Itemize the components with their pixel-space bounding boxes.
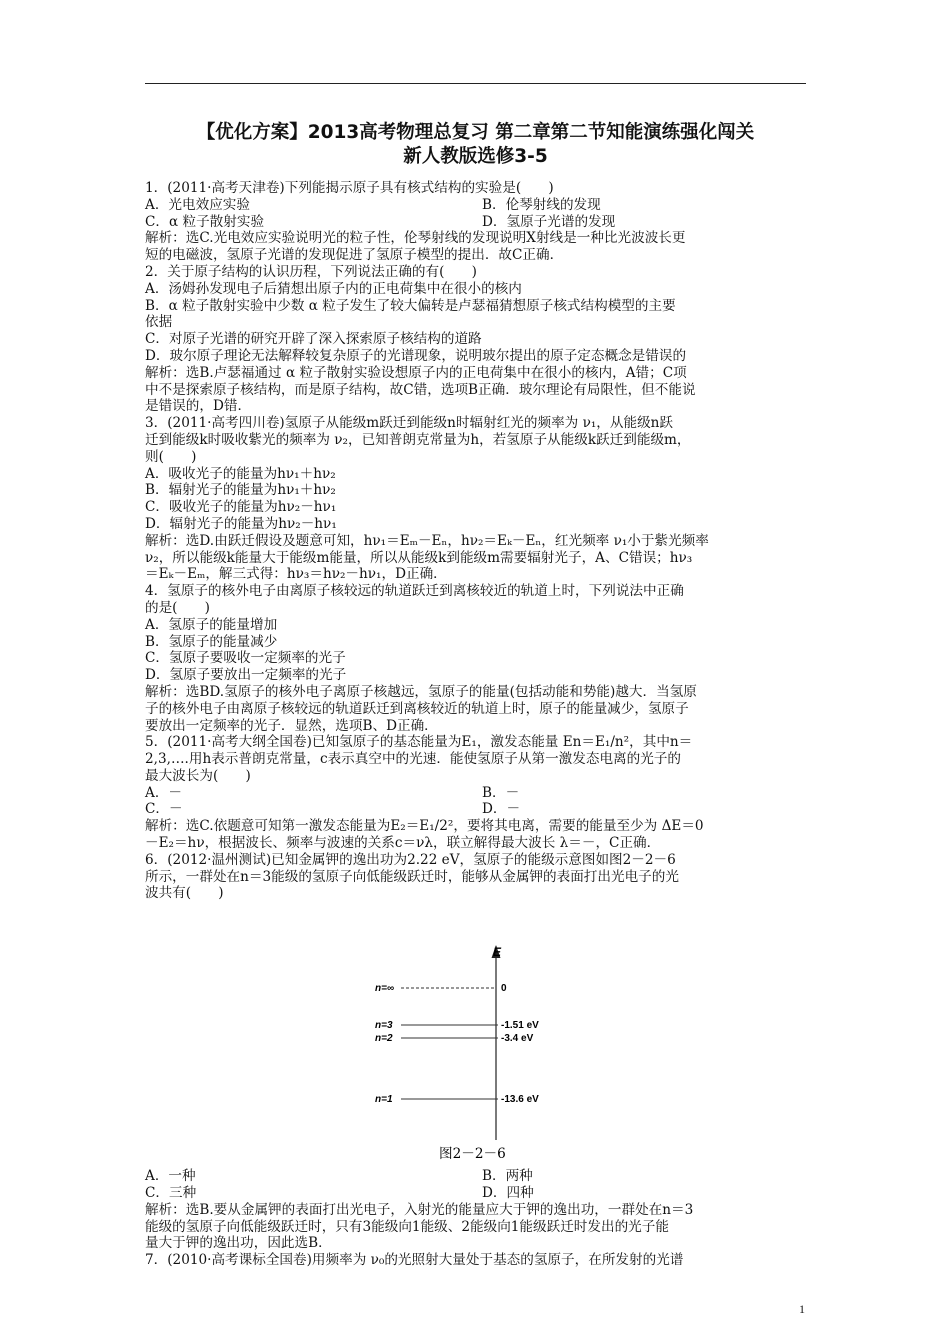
level-energy-label: 0 (501, 983, 507, 995)
q1-options-ab (145, 197, 807, 214)
q5-option-c: C．－ (145, 801, 183, 818)
q4-option-b: B．氢原子的能量减少 (145, 633, 278, 650)
q3-stem: 3．(2011·高考四川卷)氢原子从能级m跃迁到能级n时辐射红光的频率为 ν₁，从能级n跃 (145, 415, 674, 432)
q1-option-c: C．α 粒子散射实验 (145, 213, 265, 230)
q6-option-b: B．两种 (482, 1168, 533, 1185)
q4-answer-line: 解析：选BD.氢原子的核外电子离原子核越远，氢原子的能量(包括动能和势能)越大．当氢原 (145, 683, 697, 700)
q3-option-b: B．辐射光子的能量为hν₁＋hν₂ (145, 482, 336, 499)
level-energy-label: -3.4 eV (501, 1033, 534, 1045)
q2-option-d: D．玻尔原子理论无法解释较复杂原子的光谱现象，说明玻尔提出的原子定态概念是错误的 (145, 347, 687, 364)
q5-stem: 最大波长为( ) (145, 767, 251, 784)
q1-option-b: B．伦琴射线的发现 (482, 196, 601, 213)
q6-option-c: C．三种 (145, 1185, 197, 1202)
q2-option-a: A．汤姆孙发现电子后猜想出原子内的正电荷集中在很小的核内 (145, 280, 522, 297)
q2-option-b: B．α 粒子散射实验中少数 α 粒子发生了较大偏转是卢瑟福猜想原子核式结构模型的主要 (145, 297, 676, 314)
document-body (145, 180, 807, 1269)
q2-answer-line: 是错误的，D错． (145, 398, 252, 415)
q6-answer-line: 量大于钾的逸出功，因此选B． (145, 1235, 332, 1252)
q4-option-c: C．氢原子要吸收一定频率的光子 (145, 650, 346, 667)
axis-label: E (493, 945, 502, 960)
q6-option-d: D．四种 (482, 1185, 534, 1202)
level-n-label: n=2 (375, 1033, 393, 1045)
q1-answer-line: 短的电磁波，氢原子光谱的发现促进了氢原子模型的提出．故C正确． (145, 247, 564, 264)
q1-option-d: D．氢原子光谱的发现 (482, 213, 616, 230)
q2-answer-line: 中不是探索原子核结构，而是原子结构，故C错，选项B正确．玻尔理论有局限性，但不能说 (145, 381, 696, 398)
figure-caption: 图2－2－6 (439, 1146, 506, 1163)
q1-options-cd (145, 214, 807, 231)
level-n-label: n=∞ (375, 983, 395, 995)
q6-stem: 所示，一群处在n＝3能级的氢原子向低能级跃迁时，能够从金属钾的表面打出光电子的光 (145, 868, 679, 885)
title-line-2: 新人教版选修3-5 (403, 146, 548, 167)
q3-answer-line: ＝Eₖ－Eₘ，解三式得：hν₃＝hν₂－hν₁，D正确． (145, 566, 447, 583)
q5-answer-line: －E₂＝hν，根据波长、频率与波速的关系c＝νλ，联立解得最大波长 λ＝－，C正确． (145, 835, 661, 852)
q5-option-b: B．－ (482, 784, 520, 801)
level-n-label: n=3 (375, 1020, 393, 1032)
q5-answer-line: 解析：选C.依题意可知第一激发态能量为E₂＝E₁/2²，要将其电离，需要的能量至少为 ΔE＝0 (145, 818, 704, 835)
title-line-1: 【优化方案】2013高考物理总复习 第二章第二节知能演练强化闯关 (196, 122, 755, 143)
q1-stem: 1．(2011·高考天津卷)下列能揭示原子具有核式结构的实验是( ) (145, 180, 554, 196)
q5-option-a: A．－ (145, 784, 183, 801)
q2-stem: 2．关于原子结构的认识历程，下列说法正确的有( ) (145, 263, 477, 280)
q6-stem: 6．(2012·温州测试)已知金属钾的逸出功为2.22 eV，氢原子的能级示意图如图2－2－6 (145, 851, 676, 868)
q1-option-a: A．光电效应实验 (145, 196, 250, 213)
q6-options-cd (145, 1185, 807, 1202)
q2-answer-line: 解析：选B.卢瑟福通过 α 粒子散射实验设想原子内的正电荷集中在很小的核内，A错；C项 (145, 364, 687, 381)
q5-options-ab (145, 785, 807, 802)
q4-stem: 的是( ) (145, 599, 210, 616)
page-number: 1 (799, 1302, 805, 1316)
q5-stem: 2,3,….用h表示普朗克常量，c表示真空中的光速．能使氢原子从第一激发态电离的光子的 (145, 751, 682, 768)
q3-option-c: C．吸收光子的能量为hν₂－hν₁ (145, 499, 337, 516)
level-energy-label: -13.6 eV (501, 1094, 539, 1106)
q3-answer-line: ν₂，所以能级k能量大于能级m能量，所以从能级k到能级m需要辐射光子，A、C错误；hν₃ (145, 549, 693, 566)
q5-option-d: D．－ (482, 801, 521, 818)
q6-answer-line: 能级的氢原子向低能级跃迁时，只有3能级向1能级、2能级向1能级跃迁时发出的光子能 (145, 1218, 669, 1235)
q4-option-a: A．氢原子的能量增加 (145, 616, 278, 633)
q3-answer-line: 解析：选D.由跃迁假设及题意可知，hν₁＝Eₘ－Eₙ，hν₂＝Eₖ－Eₙ，红光频率 ν₁小于紫光频率 (145, 532, 709, 549)
q4-stem: 4．氢原子的核外电子由离原子核较远的轨道跃迁到离核较近的轨道上时，下列说法中正确 (145, 583, 684, 600)
level-energy-label: -1.51 eV (501, 1020, 539, 1032)
energy-level-diagram (145, 902, 807, 1168)
q3-option-a: A．吸收光子的能量为hν₁＋hν₂ (145, 465, 336, 482)
q4-option-d: D．氢原子要放出一定频率的光子 (145, 667, 347, 684)
q5-options-cd (145, 801, 807, 818)
q5-stem: 5．(2011·高考大纲全国卷)已知氢原子的基态能量为E₁，激发态能量 En＝E₁/n²，其中n＝ (145, 734, 693, 751)
q6-stem: 波共有( ) (145, 885, 224, 902)
q4-answer-line: 子的核外电子由离原子核较远的轨道跃迁到离核较近的轨道上时，原子的能量减少，氢原子 (145, 700, 689, 717)
level-n-label: n=1 (375, 1094, 393, 1106)
q7-stem: 7．(2010·高考课标全国卷)用频率为 ν₀的光照射大量处于基态的氢原子，在所发射的光谱 (145, 1252, 684, 1269)
q3-option-d: D．辐射光子的能量为hν₂－hν₁ (145, 515, 337, 532)
q6-option-a: A．一种 (145, 1168, 196, 1185)
q2-option-c: C．对原子光谱的研究开辟了深入探索原子核结构的道路 (145, 331, 482, 348)
header-rule (145, 83, 806, 84)
document-title (145, 121, 806, 169)
q2-option-b-cont: 依据 (145, 314, 173, 331)
q6-options-ab (145, 1168, 807, 1185)
q1-answer-line: 解析：选C.光电效应实验说明光的粒子性，伦琴射线的发现说明X射线是一种比光波波长更 (145, 230, 686, 247)
q6-answer-line: 解析：选B.要从金属钾的表面打出光电子，入射光的能量应大于钾的逸出功，一群处在n＝3 (145, 1201, 694, 1218)
energy-level-figure (145, 902, 807, 1168)
q3-stem: 则( ) (145, 448, 197, 465)
q3-stem: 迁到能级k时吸收紫光的频率为 ν₂，已知普朗克常量为h，若氢原子从能级k跃迁到能级m， (145, 431, 691, 448)
q4-answer-line: 要放出一定频率的光子．显然，选项B、D正确． (145, 717, 438, 734)
